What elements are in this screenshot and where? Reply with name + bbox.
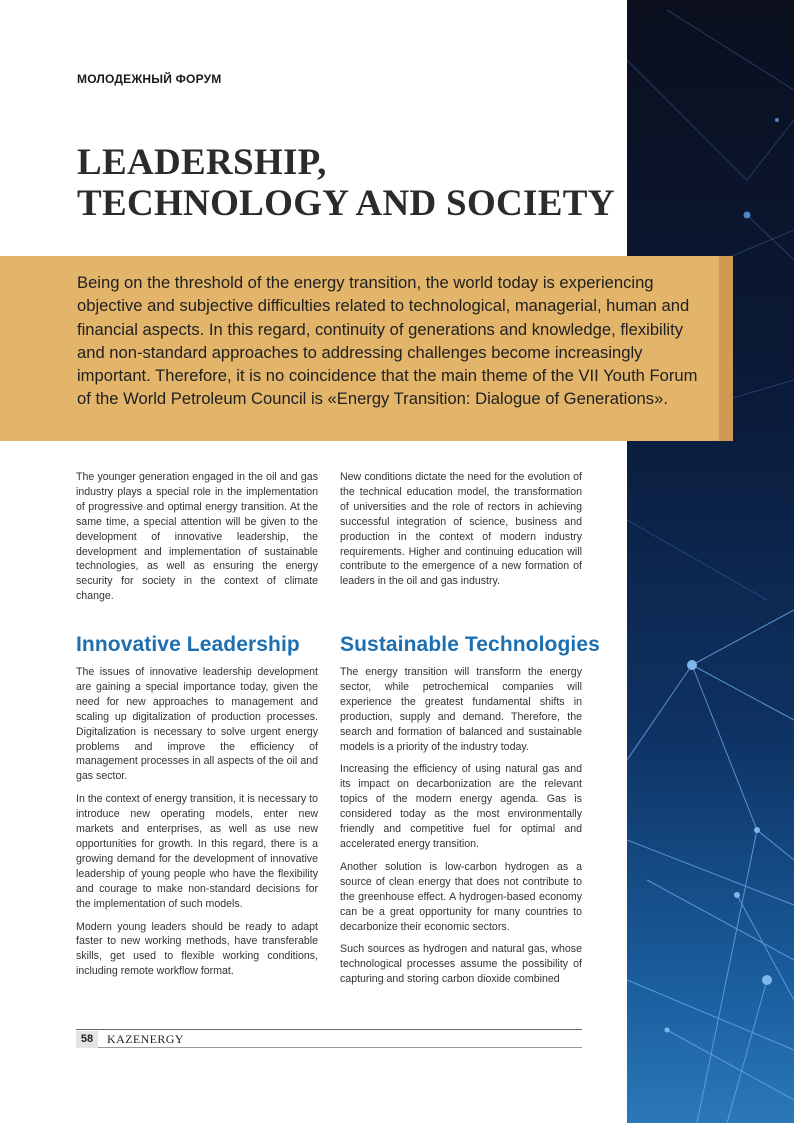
leadership-column xyxy=(76,665,318,987)
technologies-paragraph-2: Increasing the efficiency of using natural gas and its impact on decarbonization are the relevant topics of the modern energy agenda. Gas is considered today as the most environmentally friendly and competitive fuel for optimal and accelerated energy transition. xyxy=(340,763,582,850)
footer-divider xyxy=(76,1029,582,1030)
leadership-paragraph-1: The issues of innovative leadership development are gaining a special importance today, given the need for new approaches to management and scaling up digitalization of production processes. Digitalization is necessary to solve urgent energy problems and improve the efficiency of management processes in all aspects of the oil and gas sector. xyxy=(76,666,318,783)
intro-paragraph-left: The younger generation engaged in the oil and gas industry plays a special role in the implementation of progressive and optimal energy transition. At the same time, a special attention will be given to the development of innovative leadership, the development and implementation of sustainable technologies, as well as ensuring the energy security for society in the context of climate change. xyxy=(76,471,318,603)
leadership-paragraph-2: In the context of energy transition, it is necessary to introduce new operating models, enter new markets and enterprises, as well as use new opportunities for growth. In this regard, there is a growing demand for the development of innovative leadership of young people who have the flexibility and courage to make non-standard decisions for the implementation of such models. xyxy=(76,793,318,910)
technologies-column xyxy=(340,665,582,995)
technologies-paragraph-4: Such sources as hydrogen and natural gas, whose technological processes assume the possibility of capturing and storing carbon dioxide combined xyxy=(340,943,582,986)
section-label: МОЛОДЕЖНЫЙ ФОРУМ xyxy=(77,72,222,86)
heading-sustainable-technologies: Sustainable Technologies xyxy=(340,633,600,656)
network-graphic xyxy=(627,0,794,1123)
article-title-line-1: LEADERSHIP, xyxy=(77,142,327,183)
lead-highlight-edge xyxy=(719,256,733,441)
article-title-line-2: TECHNOLOGY AND SOCIETY xyxy=(77,183,615,224)
technologies-paragraph-3: Another solution is low-carbon hydrogen as a source of clean energy that does not contribute to the greenhouse effect. A hydrogen-based economy can be a great opportunity for many countries to decarbonize their economic sectors. xyxy=(340,860,582,933)
article-title xyxy=(77,142,617,224)
intro-paragraph-right: New conditions dictate the need for the evolution of the technical education model, the transformation of universities and the role of rectors in achieving successful integration of science, business and production in the context of modern industry requirements. Higher and continuing education will contribute to the emergence of a new formation of leaders in the oil and gas industry. xyxy=(340,471,582,588)
magazine-name: KAZENERGY xyxy=(107,1032,184,1046)
page-number: 58 xyxy=(76,1031,98,1048)
intro-column-right xyxy=(340,470,582,597)
lead-paragraph: Being on the threshold of the energy transition, the world today is experiencing objective and subjective difficulties related to technological, managerial, human and financial aspects. In this regard, continuity of generations and knowledge, flexibility and non-standard approaches to addressing challenges become increasingly important. Therefore, it is no coincidence that the main theme of the VII Youth Forum of the World Petroleum Council is «Energy Transition: Dialogue of Generations». xyxy=(77,273,698,409)
decorative-network-panel xyxy=(627,0,794,1123)
technologies-paragraph-1: The energy transition will transform the energy sector, while petrochemical companies will experience the greatest fundamental shifts in production, supply and demand. Therefore, the search and formation of balanced and sustainable models is a priority of the industry today. xyxy=(340,666,582,753)
intro-column-left xyxy=(76,470,318,612)
footer-underline xyxy=(98,1047,582,1048)
heading-innovative-leadership: Innovative Leadership xyxy=(76,633,300,656)
leadership-paragraph-3: Modern young leaders should be ready to adapt faster to new working methods, have transferable skills, get used to flexible working conditions, including remote workflow format. xyxy=(76,920,318,978)
